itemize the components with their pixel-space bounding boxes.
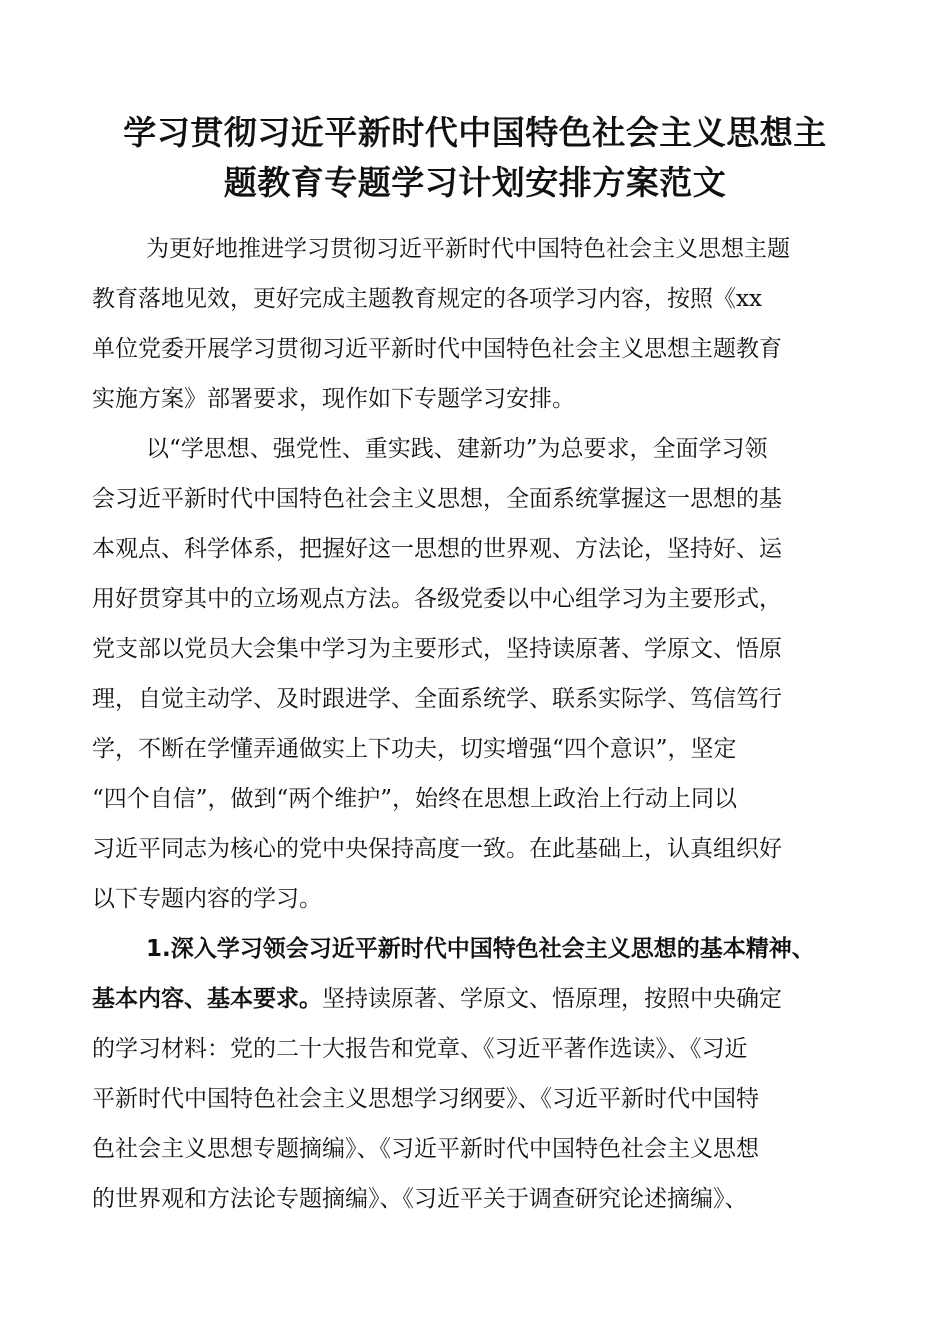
paragraph-2-line: 本观点、科学体系，把握好这一思想的世界观、方法论，坚持好、运	[92, 536, 782, 562]
section-1-line: 平新时代中国特色社会主义思想学习纲要》、《习近平新时代中国特	[92, 1086, 759, 1112]
paragraph-2-line: 理，自觉主动学、及时跟进学、全面系统学、联系实际学、笃信笃行	[92, 686, 782, 712]
section-1-line: 的世界观和方法论专题摘编》、《习近平关于调查研究论述摘编》、	[92, 1186, 748, 1212]
section-1-heading: 1.深入学习领会习近平新时代中国特色社会主义思想的基本精神、	[146, 936, 815, 962]
paragraph-2-line: 会习近平新时代中国特色社会主义思想，全面系统掌握这一思想的基	[92, 486, 782, 512]
paragraph-2-line: 学，不断在学懂弄通做实上下功夫，切实增强“四个意识”，坚定	[92, 736, 737, 762]
paragraph-2-line: 党支部以党员大会集中学习为主要形式，坚持读原著、学原文、悟原	[92, 636, 782, 662]
paragraph-1-line: 单位党委开展学习贯彻习近平新时代中国特色社会主义思想主题教育	[92, 336, 782, 362]
paragraph-1-line: 为更好地推进学习贯彻习近平新时代中国特色社会主义思想主题	[146, 236, 790, 262]
title-line-1: 学习贯彻习近平新时代中国特色社会主义思想主	[123, 113, 827, 152]
section-1-text: 坚持读原著、学原文、悟原理，按照中央确定	[322, 986, 782, 1012]
paragraph-1-line: 实施方案》部署要求，现作如下专题学习安排。	[92, 386, 575, 412]
paragraph-1-line: 教育落地见效，更好完成主题教育规定的各项学习内容，按照《xx	[92, 286, 762, 312]
paragraph-2-line: 用好贯穿其中的立场观点方法。各级党委以中心组学习为主要形式，	[92, 586, 782, 612]
paragraph-2-line: “四个自信”，做到“两个维护”，始终在思想上政治上行动上同以	[92, 786, 738, 812]
section-1-heading-line-2	[92, 984, 782, 1014]
title-line-2: 题教育专题学习计划安排方案范文	[223, 163, 727, 202]
section-1-line: 色社会主义思想专题摘编》、《习近平新时代中国特色社会主义思想	[92, 1136, 759, 1162]
section-1-heading-tail: 基本内容、基本要求。	[92, 986, 322, 1012]
section-1-line: 的学习材料：党的二十大报告和党章、《习近平著作选读》、《习近	[92, 1036, 748, 1062]
paragraph-2-line: 以下专题内容的学习。	[92, 886, 322, 912]
paragraph-2-line: 习近平同志为核心的党中央保持高度一致。在此基础上，认真组织好	[92, 836, 782, 862]
document-title	[80, 108, 870, 208]
paragraph-2-line: 以“学思想、强党性、重实践、建新功”为总要求，全面学习领	[146, 436, 768, 462]
